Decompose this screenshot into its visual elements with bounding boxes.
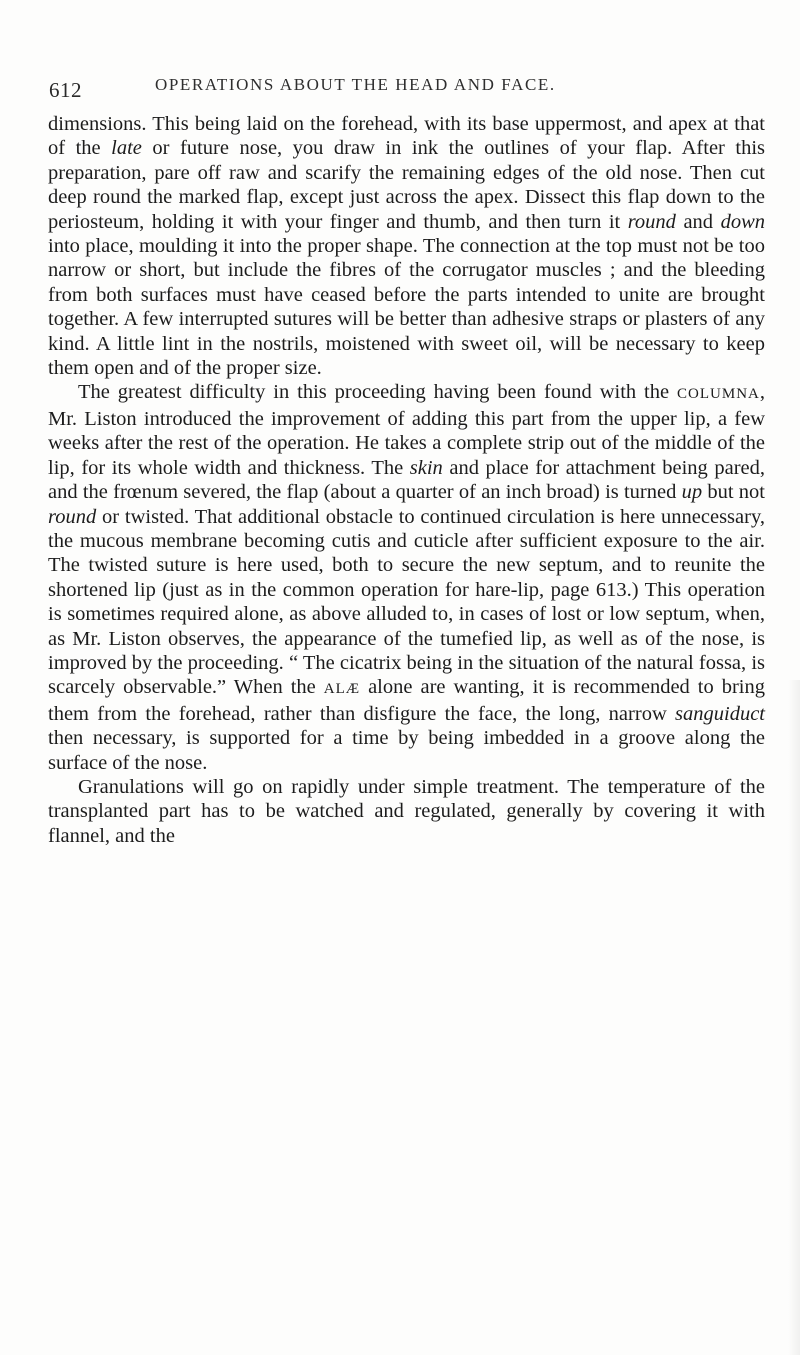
text-run: but not — [702, 481, 765, 504]
text-run: and — [675, 210, 721, 233]
italic-term: round — [627, 210, 676, 233]
italic-term: down — [720, 210, 765, 233]
paragraph-2 — [48, 380, 765, 775]
text-run: Granulations will go on rapidly under simple treatment. The temperature of the transplanted part has to be watched and regulated, generally by covering it with flannel, and the — [48, 775, 765, 847]
text-run: , Mr. Liston introduced the improvement of adding this part from the upper lip, a few weeks after the rest of the operation. He takes a complete strip out of the middle of the lip, for its whole width and thickness. The — [48, 381, 765, 479]
text-run: or future nose, you draw in ink the outlines of your flap. After this preparation, pare off raw and scarify the remaining edges of the old nose. Then cut deep round the marked flap, except just across the apex. Dissect this flap down to the periosteum, holding it with your finger and thumb, and then turn it — [48, 137, 766, 233]
page-number: 612 — [49, 78, 82, 102]
text-run: into place, moulding it into the proper shape. The connection at the top must not be too narrow or short, but include the fibres of the corrugator muscles ; and the bleeding from both surfaces must have ceased before the parts intended to unite are brought together. A few interrupted sutures will be better than adhesive straps or plasters of any kind. A little lint in the nostrils, moistened with sweet oil, will be necessary to keep them open and of the proper size. — [48, 235, 765, 380]
body-text — [48, 112, 765, 848]
text-run: then necessary, is supported for a time by being imbedded in a groove along the surface of the nose. — [48, 727, 765, 774]
italic-term: skin — [409, 456, 443, 479]
italic-term: round — [48, 505, 97, 528]
text-run: alone are wanting, it is recommended to bring them from the forehead, rather than disfigure the face, the long, narrow — [48, 676, 765, 725]
text-run: The greatest difficulty in this proceeding having been found with the — [78, 381, 678, 404]
text-run: and place for attachment being pared, and the frœnum severed, the flap (about a quarter of an inch broad) is turned — [48, 456, 765, 504]
paragraph-1 — [48, 112, 765, 380]
small-caps-term: COLUMNA — [677, 386, 760, 403]
text-run: dimensions. This being laid on the forehead, with its base uppermost, and apex at that of the — [48, 113, 765, 160]
small-caps-term: ALÆ — [323, 681, 361, 698]
italic-term: up — [681, 481, 703, 504]
text-run: or twisted. That additional obstacle to continued circulation is here unnecessary, the mucous membrane becoming cutis and cuticle after sufficient exposure to the air. The twisted suture is here used, both to secure the new septum, and to reunite the shortened lip (just as in the common operation for hare-lip, page 613.) This operation is sometimes required alone, as above alluded to, in cases of lost or low septum, when, as Mr. Liston observes, the appearance of the tumefied lip, as well as of the nose, is improved by the proceeding. “ The cicatrix being in the situation of the natural fossa, is scarcely observable.” When the — [48, 505, 765, 699]
page-edge-shadow — [788, 680, 800, 1355]
italic-term: sanguiduct — [675, 702, 765, 725]
paragraph-3 — [48, 775, 765, 848]
italic-term: late — [111, 137, 142, 160]
running-head: OPERATIONS ABOUT THE HEAD AND FACE. — [155, 75, 556, 94]
